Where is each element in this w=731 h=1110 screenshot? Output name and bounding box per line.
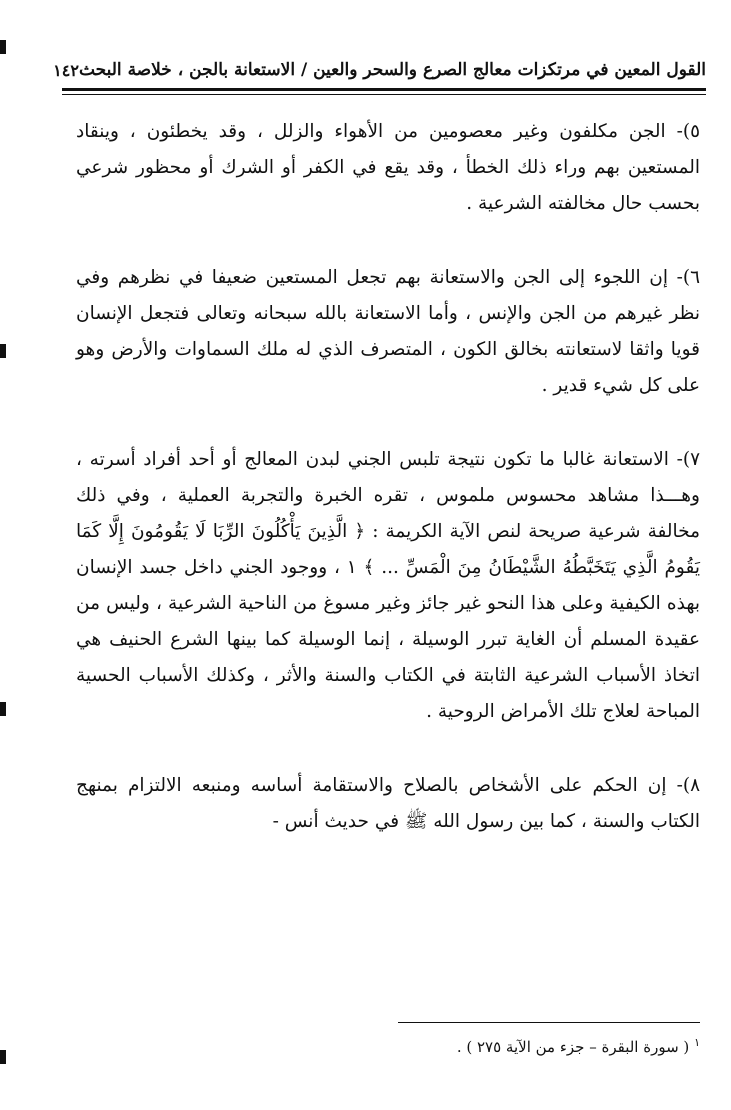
footnote: [300, 1036, 700, 1056]
page-number: ١٤٢: [53, 60, 79, 80]
header-rule-thin: [62, 94, 706, 95]
footnote-separator: [398, 1022, 700, 1023]
header-title: القول المعين في مرتكزات معالج الصرع والسحر والعين / الاستعانة بالجن ، خلاصة البحث: [78, 60, 706, 80]
body-text: [76, 114, 700, 878]
scan-edge-mark: [0, 1050, 6, 1064]
paragraph-5: ٥)- الجن مكلفون وغير معصومين من الأهواء والزلل ، وقد يخطئون ، وينقاد المستعين بهم وراء ذلك الخطأ ، وقد يقع في الكفر أو الشرك أو محظور شرعي بحسب حال مخالفته الشرعية .: [76, 121, 700, 214]
paragraph-8: ٨)- إن الحكم على الأشخاص بالصلاح والاستقامة أساسه ومنبعه الالتزام بمنهج الكتاب والسنة ، كما بين رسول الله ﷺ في حديث أنس -: [76, 775, 700, 832]
header-rule-thick: [62, 88, 706, 91]
footnote-text: ( سورة البقرة – جزء من الآية ٢٧٥ ) .: [456, 1038, 690, 1056]
paragraph-6: ٦)- إن اللجوء إلى الجن والاستعانة بهم تجعل المستعين ضعيفا في نظرهم وفي نظر غيرهم من الجن والإنس ، وأما الاستعانة بالله سبحانه وتعالى فتجعل الإنسان قويا واثقا لاستعانته بخالق الكون ، المتصرف الذي له ملك السماوات والأرض وهو على كل شيء قدير .: [76, 267, 700, 396]
paragraph-7: ٧)- الاستعانة غالبا ما تكون نتيجة تلبس الجني لبدن المعالج أو أحد أفراد أسرته ، وهـــذا مشاهد محسوس ملموس ، تقره الخبرة والتجربة العملية ، وفي ذلك مخالفة شرعية صريحة لنص الآية الكريمة : ﴿ الَّذِينَ يَأْكُلُونَ الرِّبَا لَا يَقُومُونَ إِلَّا كَمَا يَقُومُ الَّذِي يَتَخَبَّطُهُ الشَّيْطَانُ مِنَ الْمَسِّ ... ﴾ ١ ، ووجود الجني داخل جسد الإنسان بهذه الكيفية وعلى هذا النحو غير جائز وغير مسوغ من الناحية الشرعية ، وليس من عقيدة المسلم أن الغاية تبرر الوسيلة ، إنما الوسيلة كما بينها الشرع الحنيف هي اتخاذ الأسباب الشرعية الثابتة في الكتاب والسنة والأثر ، وكذلك الأسباب الحسية المباحة لعلاج تلك الأمراض الروحية .: [76, 449, 700, 722]
scan-edge-mark: [0, 40, 6, 54]
footnote-marker: ١: [694, 1036, 700, 1049]
running-header: [53, 52, 706, 88]
scan-edge-mark: [0, 344, 6, 358]
scan-edge-mark: [0, 702, 6, 716]
